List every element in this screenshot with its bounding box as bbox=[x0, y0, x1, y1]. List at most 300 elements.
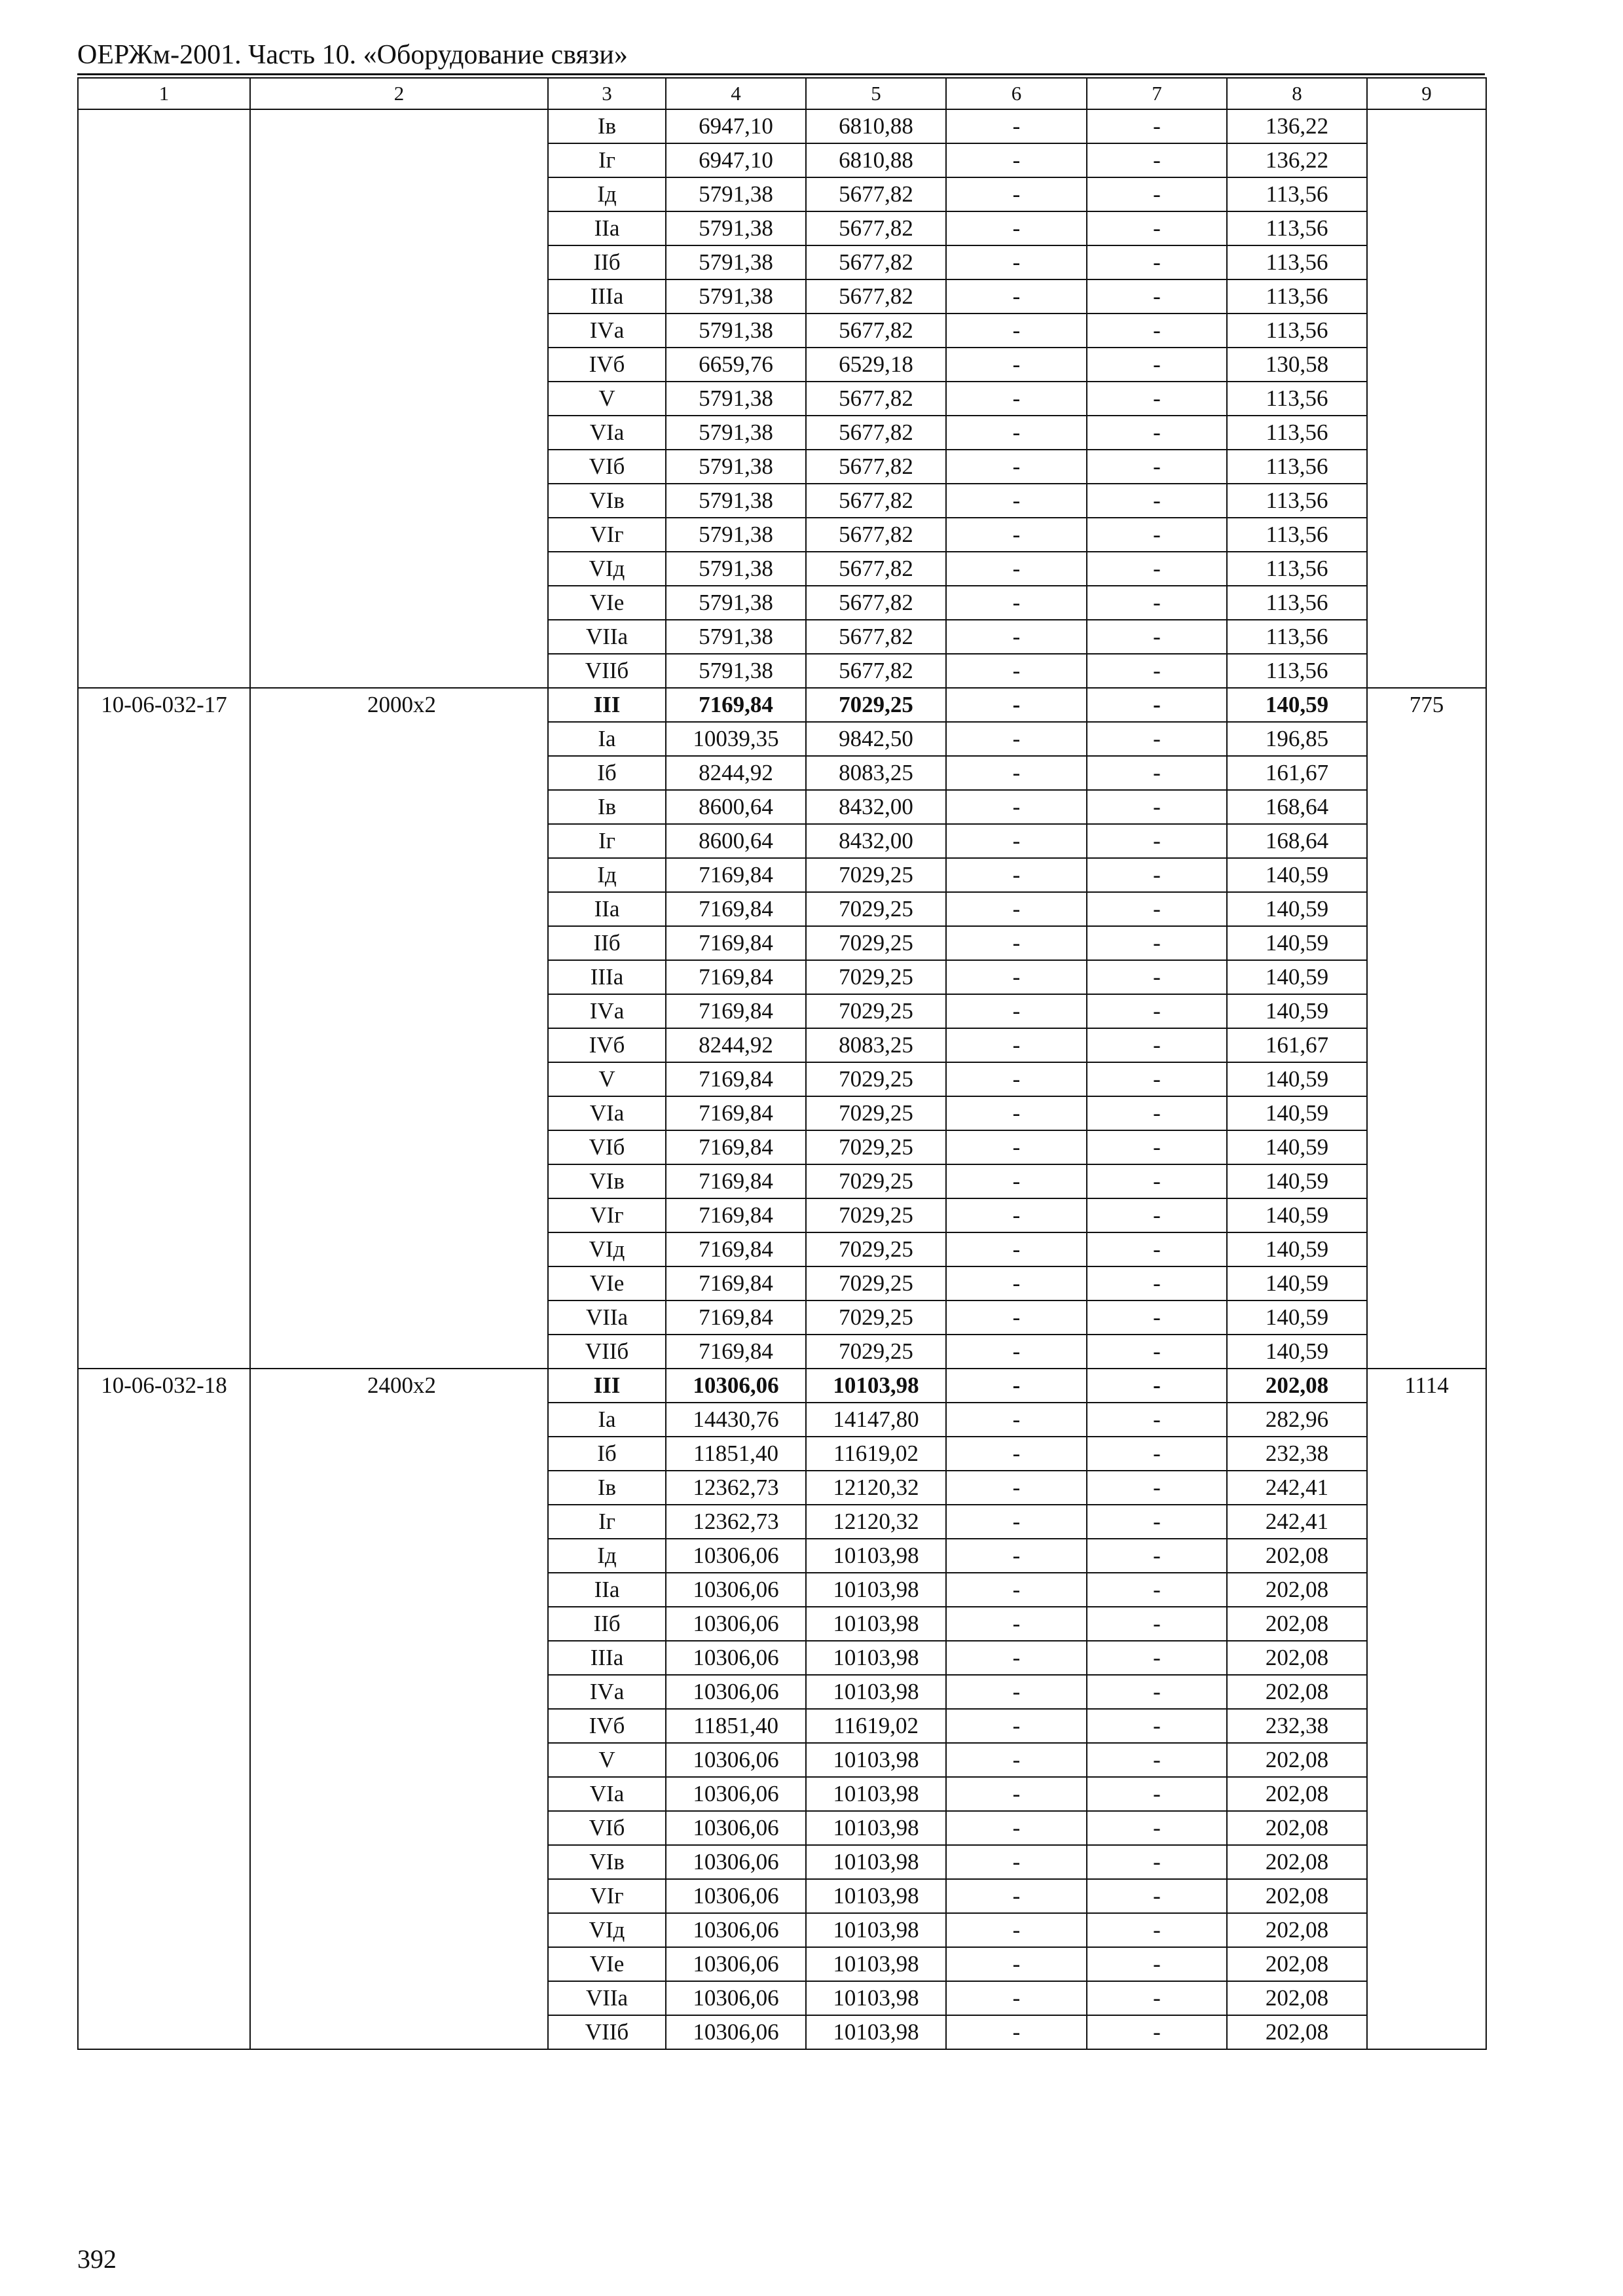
value-cell-c4: 5791,38 bbox=[666, 620, 806, 654]
value-cell-c4: 10306,06 bbox=[666, 1913, 806, 1947]
value-cell-c6: - bbox=[946, 1539, 1087, 1573]
value-cell-c7: - bbox=[1087, 1743, 1227, 1777]
value-cell-c6: - bbox=[946, 1505, 1087, 1539]
value-cell-c5: 10103,98 bbox=[806, 1539, 946, 1573]
item-code: 10-06-032-17 bbox=[78, 688, 250, 1369]
value-cell-c7: - bbox=[1087, 1369, 1227, 1403]
value-cell-c5: 7029,25 bbox=[806, 1198, 946, 1232]
value-cell-c7: - bbox=[1087, 1879, 1227, 1913]
value-cell-c8: 202,08 bbox=[1227, 2015, 1367, 2049]
value-cell-c5: 5677,82 bbox=[806, 314, 946, 348]
value-cell-c6: - bbox=[946, 926, 1087, 960]
value-cell-c6: - bbox=[946, 1845, 1087, 1879]
value-cell-c6: - bbox=[946, 1913, 1087, 1947]
column-number: 1 bbox=[78, 78, 250, 109]
zone-cell: V bbox=[548, 1062, 666, 1096]
column-number: 6 bbox=[946, 78, 1087, 109]
value-cell-c8: 202,08 bbox=[1227, 1879, 1367, 1913]
value-cell-c5: 10103,98 bbox=[806, 1845, 946, 1879]
value-cell-c7: - bbox=[1087, 1777, 1227, 1811]
zone-cell: Iв bbox=[548, 109, 666, 143]
value-cell-c8: 113,56 bbox=[1227, 450, 1367, 484]
value-cell-c8: 113,56 bbox=[1227, 654, 1367, 688]
column-number: 2 bbox=[250, 78, 548, 109]
value-cell-c5: 7029,25 bbox=[806, 1232, 946, 1266]
table-row bbox=[78, 1369, 1486, 1403]
value-cell-c6: - bbox=[946, 1300, 1087, 1335]
zone-cell: VIIб bbox=[548, 654, 666, 688]
value-cell-c4: 10306,06 bbox=[666, 1539, 806, 1573]
value-cell-c5: 6810,88 bbox=[806, 109, 946, 143]
value-cell-c8: 136,22 bbox=[1227, 143, 1367, 177]
value-cell-c5: 7029,25 bbox=[806, 1164, 946, 1198]
value-cell-c6: - bbox=[946, 109, 1087, 143]
value-cell-c8: 140,59 bbox=[1227, 688, 1367, 722]
zone-cell: Iг bbox=[548, 143, 666, 177]
value-cell-c5: 12120,32 bbox=[806, 1505, 946, 1539]
value-cell-c6: - bbox=[946, 1777, 1087, 1811]
value-cell-c8: 113,56 bbox=[1227, 245, 1367, 279]
value-cell-c8: 113,56 bbox=[1227, 314, 1367, 348]
value-cell-c4: 11851,40 bbox=[666, 1709, 806, 1743]
value-cell-c7: - bbox=[1087, 858, 1227, 892]
value-cell-c5: 8083,25 bbox=[806, 756, 946, 790]
value-cell-c7: - bbox=[1087, 1130, 1227, 1164]
zone-cell: VIа bbox=[548, 1777, 666, 1811]
value-cell-c7: - bbox=[1087, 994, 1227, 1028]
value-cell-c6: - bbox=[946, 824, 1087, 858]
value-cell-c6: - bbox=[946, 518, 1087, 552]
value-cell-c6: - bbox=[946, 1981, 1087, 2015]
item-name bbox=[250, 109, 548, 688]
value-cell-c5: 10103,98 bbox=[806, 2015, 946, 2049]
zone-cell: Iб bbox=[548, 756, 666, 790]
value-cell-c4: 7169,84 bbox=[666, 892, 806, 926]
value-cell-c6: - bbox=[946, 1743, 1087, 1777]
value-cell-c4: 5791,38 bbox=[666, 416, 806, 450]
page-number: 392 bbox=[77, 2244, 117, 2274]
value-cell-c5: 7029,25 bbox=[806, 926, 946, 960]
value-cell-c8: 140,59 bbox=[1227, 892, 1367, 926]
value-cell-c6: - bbox=[946, 1198, 1087, 1232]
value-cell-c8: 232,38 bbox=[1227, 1437, 1367, 1471]
zone-cell: Iб bbox=[548, 1437, 666, 1471]
zone-cell: VIг bbox=[548, 1879, 666, 1913]
value-cell-c6: - bbox=[946, 348, 1087, 382]
value-cell-c5: 10103,98 bbox=[806, 1675, 946, 1709]
zone-cell: VIг bbox=[548, 518, 666, 552]
value-cell-c4: 5791,38 bbox=[666, 314, 806, 348]
value-cell-c5: 10103,98 bbox=[806, 1981, 946, 2015]
value-cell-c6: - bbox=[946, 1437, 1087, 1471]
zone-cell: Iа bbox=[548, 722, 666, 756]
value-cell-c5: 11619,02 bbox=[806, 1709, 946, 1743]
value-cell-c8: 202,08 bbox=[1227, 1369, 1367, 1403]
zone-cell: VIе bbox=[548, 1266, 666, 1300]
zone-cell: IIIа bbox=[548, 1641, 666, 1675]
value-cell-c7: - bbox=[1087, 1947, 1227, 1981]
zone-cell: Iд bbox=[548, 177, 666, 211]
zone-cell: V bbox=[548, 382, 666, 416]
value-cell-c6: - bbox=[946, 688, 1087, 722]
value-cell-c5: 5677,82 bbox=[806, 518, 946, 552]
rates-table bbox=[77, 77, 1487, 2050]
value-cell-c4: 10306,06 bbox=[666, 1811, 806, 1845]
value-cell-c4: 5791,38 bbox=[666, 484, 806, 518]
value-cell-c5: 10103,98 bbox=[806, 1641, 946, 1675]
column-number: 4 bbox=[666, 78, 806, 109]
value-cell-c4: 11851,40 bbox=[666, 1437, 806, 1471]
value-cell-c7: - bbox=[1087, 1845, 1227, 1879]
zone-cell: IIа bbox=[548, 211, 666, 245]
value-cell-c5: 5677,82 bbox=[806, 484, 946, 518]
value-cell-c4: 10306,06 bbox=[666, 1743, 806, 1777]
value-cell-c4: 5791,38 bbox=[666, 279, 806, 314]
value-cell-c5: 6529,18 bbox=[806, 348, 946, 382]
zone-cell: VIе bbox=[548, 586, 666, 620]
value-cell-c8: 196,85 bbox=[1227, 722, 1367, 756]
value-cell-c7: - bbox=[1087, 1471, 1227, 1505]
zone-cell: VIв bbox=[548, 484, 666, 518]
value-cell-c8: 113,56 bbox=[1227, 552, 1367, 586]
value-cell-c5: 7029,25 bbox=[806, 960, 946, 994]
value-cell-c6: - bbox=[946, 1335, 1087, 1369]
value-cell-c4: 10306,06 bbox=[666, 1947, 806, 1981]
value-cell-c4: 5791,38 bbox=[666, 586, 806, 620]
zone-cell: IIIа bbox=[548, 960, 666, 994]
value-cell-c4: 10306,06 bbox=[666, 1369, 806, 1403]
value-cell-c7: - bbox=[1087, 756, 1227, 790]
zone-cell: Iд bbox=[548, 1539, 666, 1573]
value-cell-c7: - bbox=[1087, 1981, 1227, 2015]
value-cell-c8: 202,08 bbox=[1227, 1811, 1367, 1845]
zone-cell: IVа bbox=[548, 994, 666, 1028]
value-cell-c5: 10103,98 bbox=[806, 1913, 946, 1947]
value-cell-c7: - bbox=[1087, 586, 1227, 620]
value-cell-c6: - bbox=[946, 314, 1087, 348]
column-number: 9 bbox=[1367, 78, 1486, 109]
value-cell-c4: 8600,64 bbox=[666, 824, 806, 858]
value-cell-c8: 202,08 bbox=[1227, 1539, 1367, 1573]
value-cell-c6: - bbox=[946, 994, 1087, 1028]
value-cell-c4: 10306,06 bbox=[666, 1675, 806, 1709]
value-cell-c4: 10039,35 bbox=[666, 722, 806, 756]
value-cell-c6: - bbox=[946, 1164, 1087, 1198]
zone-cell: VIд bbox=[548, 1232, 666, 1266]
zone-cell: IIб bbox=[548, 926, 666, 960]
value-cell-c8: 113,56 bbox=[1227, 518, 1367, 552]
zone-cell: VIд bbox=[548, 1913, 666, 1947]
value-cell-c8: 242,41 bbox=[1227, 1471, 1367, 1505]
column-number-row bbox=[78, 78, 1486, 109]
value-cell-c7: - bbox=[1087, 1403, 1227, 1437]
value-cell-c6: - bbox=[946, 1471, 1087, 1505]
zone-cell: VIа bbox=[548, 1096, 666, 1130]
value-cell-c6: - bbox=[946, 1266, 1087, 1300]
value-cell-c4: 10306,06 bbox=[666, 1573, 806, 1607]
value-cell-c6: - bbox=[946, 654, 1087, 688]
value-cell-c5: 5677,82 bbox=[806, 245, 946, 279]
item-code bbox=[78, 109, 250, 688]
value-cell-c8: 202,08 bbox=[1227, 1947, 1367, 1981]
value-cell-c7: - bbox=[1087, 143, 1227, 177]
value-cell-c8: 140,59 bbox=[1227, 1164, 1367, 1198]
value-cell-c4: 5791,38 bbox=[666, 245, 806, 279]
value-cell-c4: 7169,84 bbox=[666, 1198, 806, 1232]
value-cell-c7: - bbox=[1087, 109, 1227, 143]
value-cell-c5: 10103,98 bbox=[806, 1369, 946, 1403]
value-cell-c6: - bbox=[946, 722, 1087, 756]
value-cell-c6: - bbox=[946, 382, 1087, 416]
value-cell-c7: - bbox=[1087, 892, 1227, 926]
value-cell-c8: 113,56 bbox=[1227, 484, 1367, 518]
value-cell-c7: - bbox=[1087, 1028, 1227, 1062]
value-cell-c5: 14147,80 bbox=[806, 1403, 946, 1437]
value-cell-c5: 6810,88 bbox=[806, 143, 946, 177]
value-cell-c4: 7169,84 bbox=[666, 926, 806, 960]
value-cell-c5: 7029,25 bbox=[806, 688, 946, 722]
zone-cell: VIд bbox=[548, 552, 666, 586]
value-cell-c5: 10103,98 bbox=[806, 1743, 946, 1777]
value-cell-c6: - bbox=[946, 1028, 1087, 1062]
zone-cell: III bbox=[548, 688, 666, 722]
zone-cell: Iг bbox=[548, 824, 666, 858]
value-cell-c8: 113,56 bbox=[1227, 620, 1367, 654]
item-name: 2000х2 bbox=[250, 688, 548, 1369]
value-cell-c4: 10306,06 bbox=[666, 1879, 806, 1913]
value-cell-c5: 8432,00 bbox=[806, 824, 946, 858]
value-cell-c8: 161,67 bbox=[1227, 1028, 1367, 1062]
value-cell-c6: - bbox=[946, 2015, 1087, 2049]
value-cell-c4: 7169,84 bbox=[666, 1300, 806, 1335]
value-cell-c6: - bbox=[946, 1879, 1087, 1913]
value-cell-c4: 12362,73 bbox=[666, 1471, 806, 1505]
value-cell-c5: 10103,98 bbox=[806, 1879, 946, 1913]
value-cell-c8: 113,56 bbox=[1227, 416, 1367, 450]
value-cell-c8: 140,59 bbox=[1227, 1266, 1367, 1300]
value-cell-c7: - bbox=[1087, 688, 1227, 722]
value-cell-c7: - bbox=[1087, 722, 1227, 756]
value-cell-c7: - bbox=[1087, 1266, 1227, 1300]
value-cell-c5: 5677,82 bbox=[806, 279, 946, 314]
value-cell-c8: 202,08 bbox=[1227, 1981, 1367, 2015]
value-cell-c7: - bbox=[1087, 314, 1227, 348]
value-cell-c4: 7169,84 bbox=[666, 1266, 806, 1300]
value-cell-c7: - bbox=[1087, 1675, 1227, 1709]
value-cell-c4: 7169,84 bbox=[666, 1096, 806, 1130]
value-cell-c5: 10103,98 bbox=[806, 1811, 946, 1845]
value-cell-c7: - bbox=[1087, 1437, 1227, 1471]
value-cell-c4: 5791,38 bbox=[666, 518, 806, 552]
zone-cell: VIб bbox=[548, 1130, 666, 1164]
zone-cell: Iд bbox=[548, 858, 666, 892]
value-cell-c8: 140,59 bbox=[1227, 1130, 1367, 1164]
value-cell-c8: 168,64 bbox=[1227, 790, 1367, 824]
value-cell-c7: - bbox=[1087, 2015, 1227, 2049]
value-cell-c7: - bbox=[1087, 1300, 1227, 1335]
value-cell-c5: 11619,02 bbox=[806, 1437, 946, 1471]
table-row bbox=[78, 109, 1486, 143]
value-cell-c6: - bbox=[946, 960, 1087, 994]
value-cell-c7: - bbox=[1087, 450, 1227, 484]
value-cell-c7: - bbox=[1087, 1811, 1227, 1845]
value-cell-c4: 7169,84 bbox=[666, 1130, 806, 1164]
value-cell-c4: 6947,10 bbox=[666, 143, 806, 177]
zone-cell: IIIа bbox=[548, 279, 666, 314]
column-9-value bbox=[1367, 109, 1486, 688]
value-cell-c8: 282,96 bbox=[1227, 1403, 1367, 1437]
value-cell-c5: 5677,82 bbox=[806, 211, 946, 245]
value-cell-c7: - bbox=[1087, 1232, 1227, 1266]
value-cell-c8: 202,08 bbox=[1227, 1641, 1367, 1675]
value-cell-c4: 10306,06 bbox=[666, 1641, 806, 1675]
value-cell-c8: 113,56 bbox=[1227, 382, 1367, 416]
value-cell-c5: 10103,98 bbox=[806, 1777, 946, 1811]
value-cell-c4: 7169,84 bbox=[666, 960, 806, 994]
value-cell-c7: - bbox=[1087, 1198, 1227, 1232]
value-cell-c6: - bbox=[946, 143, 1087, 177]
value-cell-c6: - bbox=[946, 1062, 1087, 1096]
zone-cell: VIб bbox=[548, 450, 666, 484]
value-cell-c4: 5791,38 bbox=[666, 654, 806, 688]
value-cell-c5: 5677,82 bbox=[806, 382, 946, 416]
value-cell-c4: 7169,84 bbox=[666, 1232, 806, 1266]
document-header: ОЕРЖм-2001. Часть 10. «Оборудование связи» bbox=[77, 38, 1485, 75]
value-cell-c7: - bbox=[1087, 1164, 1227, 1198]
zone-cell: VIIа bbox=[548, 1300, 666, 1335]
zone-cell: VIIа bbox=[548, 620, 666, 654]
value-cell-c4: 7169,84 bbox=[666, 858, 806, 892]
value-cell-c4: 5791,38 bbox=[666, 552, 806, 586]
value-cell-c5: 8432,00 bbox=[806, 790, 946, 824]
zone-cell: Iг bbox=[548, 1505, 666, 1539]
value-cell-c5: 9842,50 bbox=[806, 722, 946, 756]
value-cell-c4: 5791,38 bbox=[666, 450, 806, 484]
zone-cell: Iв bbox=[548, 1471, 666, 1505]
value-cell-c5: 5677,82 bbox=[806, 416, 946, 450]
column-number: 8 bbox=[1227, 78, 1367, 109]
zone-cell: IIа bbox=[548, 892, 666, 926]
value-cell-c6: - bbox=[946, 245, 1087, 279]
value-cell-c7: - bbox=[1087, 824, 1227, 858]
value-cell-c4: 14430,76 bbox=[666, 1403, 806, 1437]
column-9-value: 775 bbox=[1367, 688, 1486, 1369]
value-cell-c4: 6659,76 bbox=[666, 348, 806, 382]
value-cell-c7: - bbox=[1087, 1335, 1227, 1369]
zone-cell: VIв bbox=[548, 1164, 666, 1198]
zone-cell: IVб bbox=[548, 348, 666, 382]
value-cell-c8: 140,59 bbox=[1227, 994, 1367, 1028]
item-name: 2400х2 bbox=[250, 1369, 548, 2049]
value-cell-c6: - bbox=[946, 1641, 1087, 1675]
value-cell-c4: 7169,84 bbox=[666, 1164, 806, 1198]
value-cell-c6: - bbox=[946, 858, 1087, 892]
zone-cell: VIе bbox=[548, 1947, 666, 1981]
value-cell-c5: 8083,25 bbox=[806, 1028, 946, 1062]
value-cell-c5: 5677,82 bbox=[806, 177, 946, 211]
zone-cell: VIа bbox=[548, 416, 666, 450]
value-cell-c7: - bbox=[1087, 654, 1227, 688]
table-row bbox=[78, 688, 1486, 722]
column-number: 7 bbox=[1087, 78, 1227, 109]
value-cell-c6: - bbox=[946, 620, 1087, 654]
value-cell-c5: 7029,25 bbox=[806, 892, 946, 926]
value-cell-c8: 202,08 bbox=[1227, 1913, 1367, 1947]
value-cell-c5: 10103,98 bbox=[806, 1573, 946, 1607]
value-cell-c8: 168,64 bbox=[1227, 824, 1367, 858]
value-cell-c5: 7029,25 bbox=[806, 1130, 946, 1164]
value-cell-c8: 202,08 bbox=[1227, 1743, 1367, 1777]
value-cell-c8: 242,41 bbox=[1227, 1505, 1367, 1539]
value-cell-c4: 10306,06 bbox=[666, 1607, 806, 1641]
value-cell-c4: 10306,06 bbox=[666, 2015, 806, 2049]
value-cell-c7: - bbox=[1087, 620, 1227, 654]
value-cell-c6: - bbox=[946, 756, 1087, 790]
value-cell-c4: 7169,84 bbox=[666, 1335, 806, 1369]
value-cell-c6: - bbox=[946, 279, 1087, 314]
value-cell-c8: 140,59 bbox=[1227, 1198, 1367, 1232]
value-cell-c8: 232,38 bbox=[1227, 1709, 1367, 1743]
value-cell-c7: - bbox=[1087, 552, 1227, 586]
value-cell-c6: - bbox=[946, 1709, 1087, 1743]
value-cell-c8: 113,56 bbox=[1227, 211, 1367, 245]
value-cell-c6: - bbox=[946, 1369, 1087, 1403]
value-cell-c6: - bbox=[946, 1096, 1087, 1130]
zone-cell: V bbox=[548, 1743, 666, 1777]
value-cell-c7: - bbox=[1087, 245, 1227, 279]
value-cell-c4: 10306,06 bbox=[666, 1981, 806, 2015]
value-cell-c8: 140,59 bbox=[1227, 1062, 1367, 1096]
column-9-value: 1114 bbox=[1367, 1369, 1486, 2049]
value-cell-c7: - bbox=[1087, 1913, 1227, 1947]
value-cell-c4: 7169,84 bbox=[666, 688, 806, 722]
value-cell-c6: - bbox=[946, 1675, 1087, 1709]
value-cell-c6: - bbox=[946, 892, 1087, 926]
value-cell-c7: - bbox=[1087, 790, 1227, 824]
value-cell-c8: 202,08 bbox=[1227, 1573, 1367, 1607]
value-cell-c5: 7029,25 bbox=[806, 994, 946, 1028]
value-cell-c6: - bbox=[946, 586, 1087, 620]
value-cell-c6: - bbox=[946, 211, 1087, 245]
value-cell-c7: - bbox=[1087, 1573, 1227, 1607]
value-cell-c7: - bbox=[1087, 484, 1227, 518]
zone-cell: VIIб bbox=[548, 2015, 666, 2049]
zone-cell: IVб bbox=[548, 1709, 666, 1743]
zone-cell: Iа bbox=[548, 1403, 666, 1437]
zone-cell: IVб bbox=[548, 1028, 666, 1062]
value-cell-c5: 7029,25 bbox=[806, 1335, 946, 1369]
value-cell-c4: 8244,92 bbox=[666, 756, 806, 790]
value-cell-c5: 10103,98 bbox=[806, 1607, 946, 1641]
value-cell-c8: 140,59 bbox=[1227, 926, 1367, 960]
value-cell-c4: 5791,38 bbox=[666, 211, 806, 245]
value-cell-c7: - bbox=[1087, 177, 1227, 211]
value-cell-c6: - bbox=[946, 1947, 1087, 1981]
value-cell-c5: 7029,25 bbox=[806, 1266, 946, 1300]
value-cell-c8: 140,59 bbox=[1227, 1300, 1367, 1335]
value-cell-c6: - bbox=[946, 790, 1087, 824]
value-cell-c7: - bbox=[1087, 1709, 1227, 1743]
value-cell-c5: 5677,82 bbox=[806, 620, 946, 654]
table-body bbox=[78, 78, 1486, 2049]
value-cell-c6: - bbox=[946, 552, 1087, 586]
value-cell-c7: - bbox=[1087, 960, 1227, 994]
zone-cell: IVа bbox=[548, 1675, 666, 1709]
value-cell-c7: - bbox=[1087, 382, 1227, 416]
value-cell-c5: 7029,25 bbox=[806, 858, 946, 892]
value-cell-c4: 7169,84 bbox=[666, 1062, 806, 1096]
value-cell-c7: - bbox=[1087, 1607, 1227, 1641]
